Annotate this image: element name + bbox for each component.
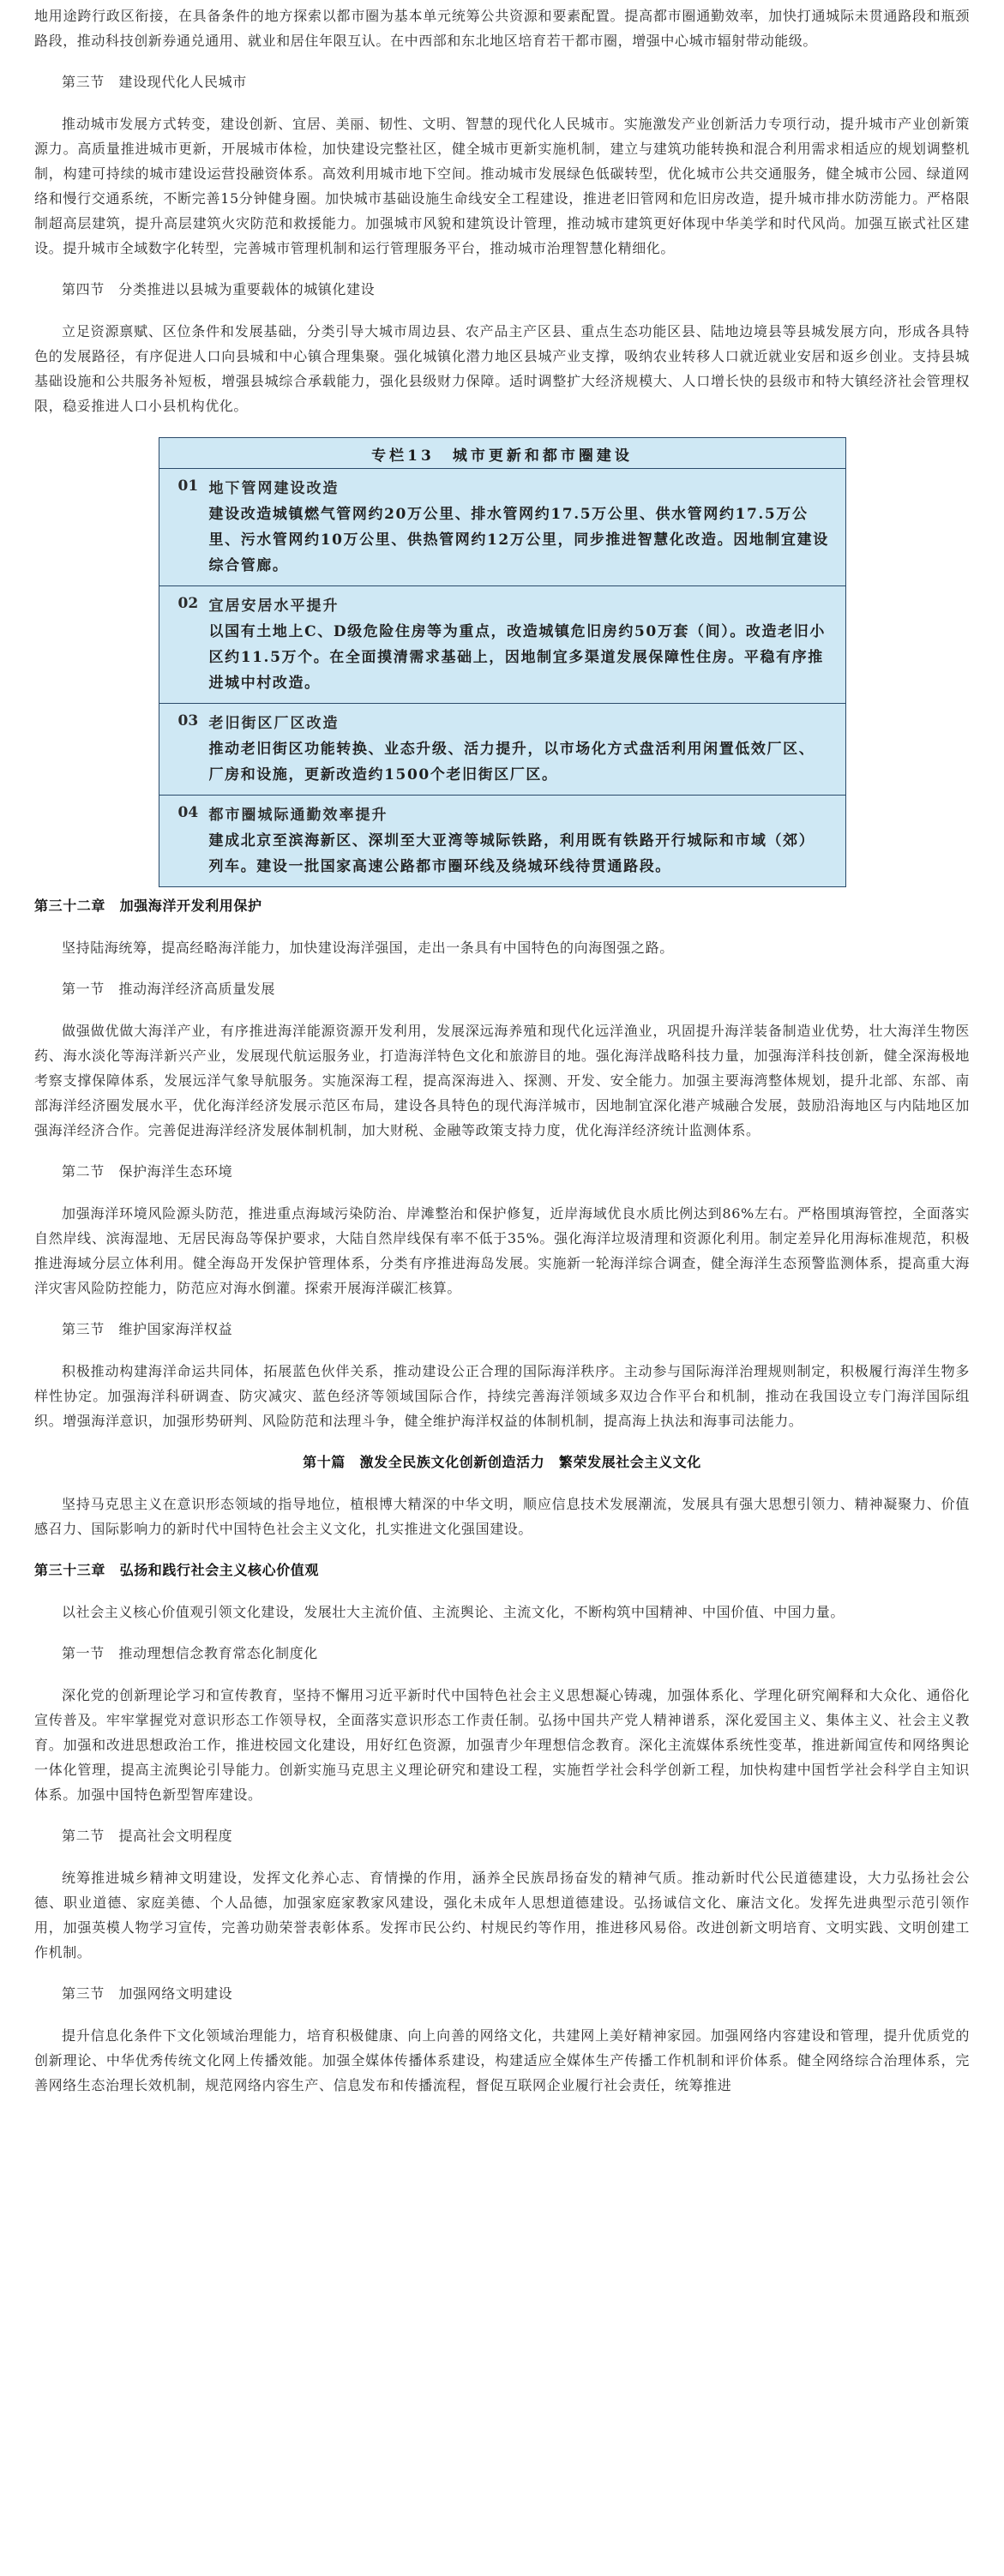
paragraph-county-urbanization: 立足资源禀赋、区位条件和发展基础，分类引导大城市周边县、农产品主产区县、重点生态功能区县、陆地边境县等县城发展方向，形成各具特色的发展路径，有序促进人口向县城和中心镇合理集聚。强化城镇化潜力地区县城产业支撑，吸纳农业转移人口就近就业安居和返乡创业。支持县城基础设施和公共服务补短板，增强县城综合承载能力，强化县级财力保障。适时调整扩大经济规模大、人口增长快的县级市和特大镇经济社会管理权限，稳妥推进人口小县机构优化。 — [34, 323, 970, 414]
section-heading-ideals-education: 第一节 推动理想信念教育常态化制度化 — [62, 1645, 318, 1661]
paragraph-people-city: 推动城市发展方式转变，建设创新、宜居、美丽、韧性、文明、智慧的现代化人民城市。实施激发产业创新活力专项行动，提升城市产业创新策源力。高质量推进城市更新，开展城市体检，加快建设完整社区，健全城市更新实施机制，建立与建筑功能转换和混合利用需求相适应的规划调整机制，构建可持续的城市建设运营投融资体系。高效利用城市地下空间。推动城市发展绿色低碳转型，优化城市公共交通服务，健全城市公园、绿道网络和慢行交通系统，不断完善15分钟健身圈。加快城市基础设施生命线安全工程建设，推进老旧管网和危旧房改造，提升城市排水防涝能力。严格限制超高层建筑，提升高层建筑火灾防范和救援能力。加强城市风貌和建筑设计管理，推动城市建筑更好体现中华美学和时代风尚。加强互嵌式社区建设。提升城市全域数字化转型，完善城市管理机制和运行管理服务平台，推动城市治理智慧化精细化。 — [34, 116, 970, 256]
box-item-title: 都市圈城际通勤效率提升 — [208, 807, 388, 824]
paragraph-online-civility: 提升信息化条件下文化领域治理能力，培育积极健康、向上向善的网络文化，共建网上美好精神家园。加强网络内容建设和管理，提升优质党的创新理论、中华优秀传统文化网上传播效能。加强全媒体传播体系建设，构建适应全媒体生产传播工作机制和评价体系。健全网络综合治理体系，完善网络生态治理长效机制，规范网络内容生产、信息发布和传播流程，督促互联网企业履行社会责任，统筹推进 — [34, 2027, 970, 2093]
paragraph-ocean-ecology: 加强海洋环境风险源头防范，推进重点海域污染防治、岸滩整治和保护修复，近岸海域优良水质比例达到86%左右。严格围填海管控，全面落实自然岸线、滨海湿地、无居民海岛等保护要求，大陆自然岸线保有率不低于35%。强化海洋垃圾清理和资源化利用。制定差异化用海标准规范，积极推进海域分层立体利用。健全海岛开发保护管理体系，分类有序推进海岛发展。实施新一轮海洋综合调查，健全海洋生态预警监测体系，提高重大海洋灾害风险防控能力，防范应对海水倒灌。探索开展海洋碳汇核算。 — [34, 1205, 970, 1296]
section-heading-social-civility: 第二节 提高社会文明程度 — [62, 1828, 233, 1844]
chapter-heading-ocean: 第三十二章 加强海洋开发利用保护 — [34, 898, 262, 914]
box-item-number: 03 — [177, 712, 199, 730]
box-item-text: 建成北京至滨海新区、深圳至大亚湾等城际铁路，利用既有铁路开行城际和市域（郊）列车。建设一批国家高速公路都市圈环线及绕城环线待贯通路段。 — [208, 832, 815, 875]
box-item-number: 01 — [177, 477, 199, 495]
box-item-04 — [159, 796, 845, 886]
box-item-text: 推动老旧街区功能转换、业态升级、活力提升，以市场化方式盘活利用闲置低效厂区、厂房和设施，更新改造约1500个老旧街区厂区。 — [208, 741, 815, 784]
chapter-heading-core-values: 第三十三章 弘扬和践行社会主义核心价值观 — [34, 1562, 320, 1578]
section-heading-people-city: 第三节 建设现代化人民城市 — [62, 74, 247, 90]
paragraph-core-values-intro: 以社会主义核心价值观引领文化建设，发展壮大主流价值、主流舆论、主流文化，不断构筑中国精神、中国价值、中国力量。 — [62, 1604, 845, 1620]
special-box-title: 专栏13 城市更新和都市圈建设 — [159, 438, 845, 469]
box-item-01 — [159, 469, 845, 586]
paragraph-ocean-economy: 做强做优做大海洋产业，有序推进海洋能源资源开发利用，发展深远海养殖和现代化远洋渔业，巩固提升海洋装备制造业优势，壮大海洋生物医药、海水淡化等海洋新兴产业，发展现代航运服务业，打造海洋特色文化和旅游目的地。强化海洋战略科技力量，加强海洋科技创新，健全深海极地考察支撑保障体系，发展远洋气象导航服务。实施深海工程，提高深海进入、探测、开发、安全能力。加强主要海湾整体规划，提升北部、东部、南部海洋经济圈发展水平，优化海洋经济发展示范区布局，建设各具特色的现代海洋城市，因地制宜深化港产城融合发展，鼓励沿海地区与内陆地区加强海洋经济合作。完善促进海洋经济发展体制机制，加大财税、金融等政策支持力度，优化海洋经济统计监测体系。 — [34, 1023, 970, 1138]
box-item-number: 04 — [177, 804, 199, 821]
document-section-bottom — [34, 896, 970, 2098]
box-item-03 — [159, 704, 845, 796]
section-heading-ocean-ecology: 第二节 保护海洋生态环境 — [62, 1163, 233, 1180]
box-item-title: 老旧街区厂区改造 — [208, 715, 340, 732]
box-item-title: 宜居安居水平提升 — [208, 597, 340, 615]
paragraph-culture-intro: 坚持马克思主义在意识形态领域的指导地位，植根博大精深的中华文明，顺应信息技术发展潮流，发展具有强大思想引领力、精神凝聚力、价值感召力、国际影响力的新时代中国特色社会主义文化，扎实推进文化强国建设。 — [34, 1496, 970, 1537]
paragraph-ideals-education: 深化党的创新理论学习和宣传教育，坚持不懈用习近平新时代中国特色社会主义思想凝心铸魂，加强体系化、学理化研究阐释和大众化、通俗化宣传普及。牢牢掌握党对意识形态工作领导权，全面落实意识形态工作责任制。弘扬中国共产党人精神谱系，深化爱国主义、集体主义、社会主义教育。加强和改进思想政治工作，推进校园文化建设，用好红色资源，加强青少年理想信念教育。深化主流媒体系统性变革，推进新闻宣传和网络舆论一体化管理，提高主流舆论引导能力。创新实施马克思主义理论研究和建设工程，实施哲学社会科学创新工程，加快构建中国哲学社会科学自主知识体系。加强中国特色新型智库建设。 — [34, 1687, 970, 1803]
paragraph-ocean-rights: 积极推动构建海洋命运共同体，拓展蓝色伙伴关系，推动建设公正合理的国际海洋秩序。主动参与国际海洋治理规则制定，积极履行海洋生物多样性协定。加强海洋科研调查、防灾减灾、蓝色经济等领域国际合作，持续完善海洋领域多双边合作平台和机制，推动在我国设立专门海洋国际组织。增强海洋意识，加强形势研判、风险防范和法理斗争，健全维护海洋权益的体制机制，提高海上执法和海事司法能力。 — [34, 1363, 970, 1429]
section-heading-county-urbanization: 第四节 分类推进以县城为重要载体的城镇化建设 — [62, 281, 376, 297]
section-heading-ocean-rights: 第三节 维护国家海洋权益 — [62, 1321, 233, 1337]
box-item-number: 02 — [177, 595, 199, 612]
paragraph-metro-efficiency: 地用途跨行政区衔接，在具备条件的地方探索以都市圈为基本单元统筹公共资源和要素配置。提高都市圈通勤效率，加快打通城际未贯通路段和瓶颈路段，推动科技创新券通兑通用、就业和居住年限互认。在中西部和东北地区培育若干都市圈，增强中心城市辐射带动能级。 — [34, 8, 970, 49]
paragraph-social-civility: 统筹推进城乡精神文明建设，发挥文化养心志、育情操的作用，涵养全民族昂扬奋发的精神气质。推动新时代公民道德建设，大力弘扬社会公德、职业道德、家庭美德、个人品德，加强家庭家教家风建设，强化未成年人思想道德建设。弘扬诚信文化、廉洁文化。发挥先进典型示范引领作用，加强英模人物学习宣传，完善功勋荣誉表彰体系。发挥市民公约、村规民约等作用，推进移风易俗。改进创新文明培育、文明实践、文明创建工作机制。 — [34, 1870, 970, 1961]
box-item-text: 以国有土地上C、D级危险住房等为重点，改造城镇危旧房约50万套（间）。改造老旧小区约11.5万个。在全面摸清需求基础上，因地制宜多渠道发展保障性住房。平稳有序推进城中村改造。 — [208, 623, 826, 692]
box-item-title: 地下管网建设改造 — [208, 480, 340, 497]
section-heading-ocean-economy: 第一节 推动海洋经济高质量发展 — [62, 981, 276, 997]
part-heading-culture: 第十篇 激发全民族文化创新创造活力 繁荣发展社会主义文化 — [303, 1454, 701, 1470]
box-item-text: 建设改造城镇燃气管网约20万公里、排水管网约17.5万公里、供水管网约17.5万公里、污水管网约10万公里、供热管网约12万公里，同步推进智慧化改造。因地制宜建设综合管廊。 — [208, 506, 829, 574]
document-section-top — [34, 0, 970, 418]
section-heading-online-civility: 第三节 加强网络文明建设 — [62, 1985, 233, 2002]
special-box-urban-renewal — [159, 437, 846, 887]
box-item-02 — [159, 586, 845, 704]
paragraph-ocean-intro: 坚持陆海统筹，提高经略海洋能力，加快建设海洋强国，走出一条具有中国特色的向海图强之路。 — [62, 940, 674, 956]
